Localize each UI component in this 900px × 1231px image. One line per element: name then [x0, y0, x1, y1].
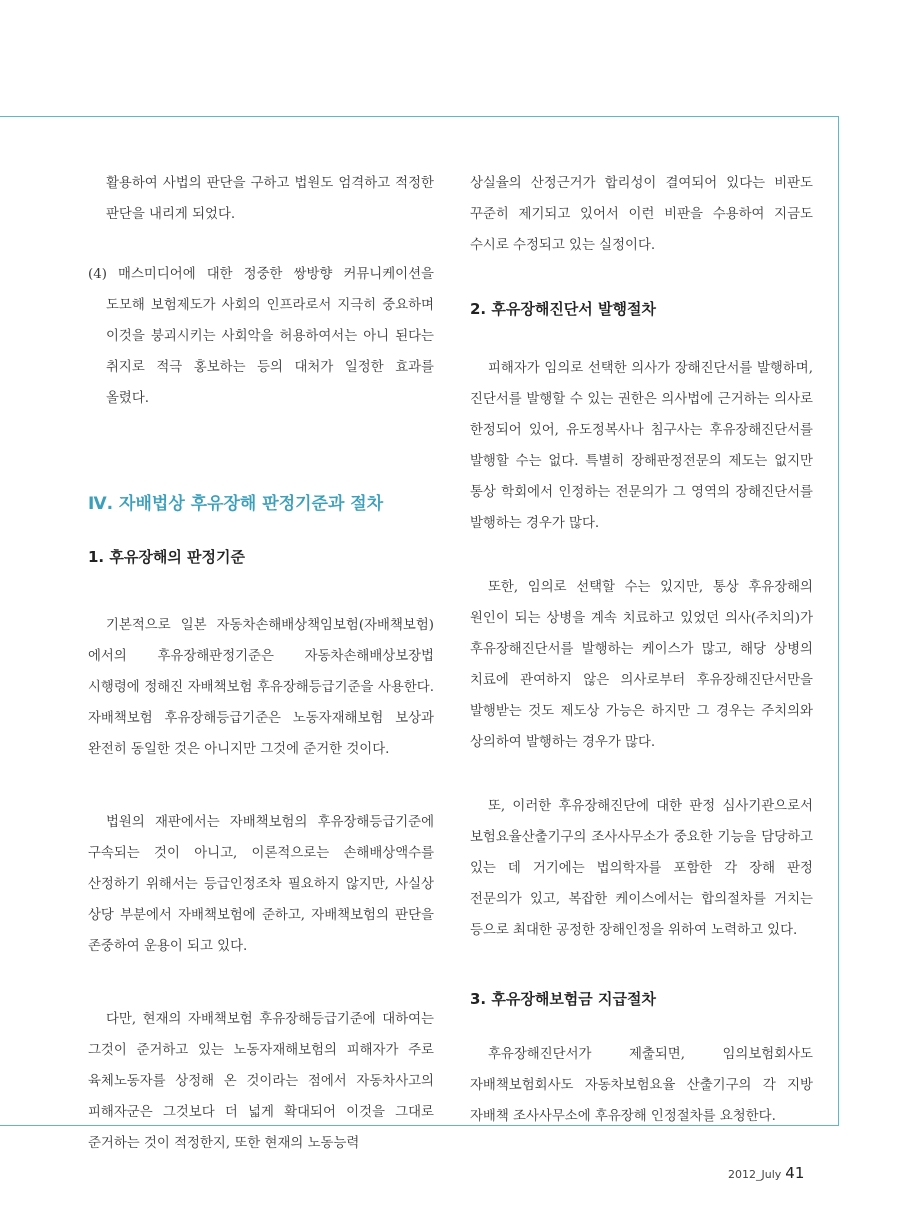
paragraph: 법원의 재판에서는 자배책보험의 후유장해등급기준에 구속되는 것이 아니고, 이론적으로는 손해배상액수를 산정하기 위해서는 등급인정조차 필요하지 않지만, 사실상 상당 부분에서 자배책보험에 준하고, 자배책보험의 판단을 존중하여 운용이 되고 있다. — [88, 815, 434, 954]
page-footer — [728, 1164, 804, 1182]
right-column — [470, 168, 813, 1132]
paragraph: 또, 이러한 후유장해진단에 대한 판정 심사기관으로서 보험요율산출기구의 조사사무소가 중요한 기능을 담당하고 있는 데 거기에는 법의학자를 포함한 각 장해 판정 전문의가 있고, 복잡한 케이스에서는 합의절차를 거치는 등으로 최대한 공정한 장해인정을 위하여 노력하고 있다. — [470, 799, 813, 938]
paragraph: 또한, 임의로 선택할 수는 있지만, 통상 후유장해의 원인이 되는 상병을 계속 치료하고 있었던 의사(주치의)가 후유장해진단서를 발행하는 케이스가 많고, 해당 상병의 치료에 관여하지 않은 의사로부터 후유장해진단서만을 발행받는 것도 제도상 가능은 하지만 그 경우는 주치의와 상의하여 발행하는 경우가 많다. — [470, 580, 813, 750]
paragraph: 다만, 현재의 자배책보험 후유장해등급기준에 대하여는 그것이 준거하고 있는 노동자재해보험의 피해자가 주로 육체노동자를 상정해 온 것이라는 점에서 자동차사고의 피해자군은 그것보다 더 넓게 확대되어 이것을 그대로 준거하는 것이 적정한지, 또한 현재의 노동능력 — [88, 1012, 434, 1151]
paragraph: 후유장해진단서가 제출되면, 임의보험회사도 자배책보험회사도 자동차보험요율 산출기구의 각 지방 자배책 조사사무소에 후유장해 인정절차를 요청한다. — [470, 1047, 813, 1124]
page-number: 41 — [785, 1164, 805, 1182]
section-heading-2: 2. 후유장해진단서 발행절차 — [470, 300, 656, 318]
paragraph-continued: 활용하여 사법의 판단을 구하고 법원도 엄격하고 적정한 판단을 내리게 되었다. — [106, 176, 434, 222]
section-heading-1: 1. 후유장해의 판정기준 — [88, 548, 245, 566]
paragraph: 기본적으로 일본 자동차손해배상책임보험(자배책보험)에서의 후유장해판정기준은 자동차손해배상보장법 시행령에 정해진 자배책보험 후유장해등급기준을 사용한다. 자배책보험 후유장해등급기준은 노동자재해보험 보상과 완전히 동일한 것은 아니지만 그것에 준거한 것이다. — [88, 618, 434, 757]
paragraph: 피해자가 임의로 선택한 의사가 장해진단서를 발행하며, 진단서를 발행할 수 있는 권한은 의사법에 근거하는 의사로 한정되어 있어, 유도정복사나 침구사는 후유장해진단서를 발행할 수는 없다. 특별히 장해판정전문의 제도는 없지만 통상 학회에서 인정하는 전문의가 그 영역의 장해진단서를 발행하는 경우가 많다. — [470, 361, 813, 531]
list-item-4: (4) 매스미디어에 대한 정중한 쌍방향 커뮤니케이션을 도모해 보험제도가 사회의 인프라로서 지극히 중요하며 이것을 붕괴시키는 사회악을 허용하여서는 아니 된다는 취지로 적극 홍보하는 등의 대처가 일정한 효과를 올렸다. — [88, 267, 434, 406]
issue-label: 2012_July — [728, 1168, 782, 1181]
paragraph-continued: 상실율의 산정근거가 합리성이 결여되어 있다는 비판도 꾸준히 제기되고 있어서 이런 비판을 수용하여 지금도 수시로 수정되고 있는 실정이다. — [470, 176, 813, 253]
left-column — [88, 168, 434, 1159]
chapter-heading: Ⅳ. 자배법상 후유장해 판정기준과 절차 — [88, 494, 384, 514]
section-heading-3: 3. 후유장해보험금 지급절차 — [470, 990, 656, 1008]
